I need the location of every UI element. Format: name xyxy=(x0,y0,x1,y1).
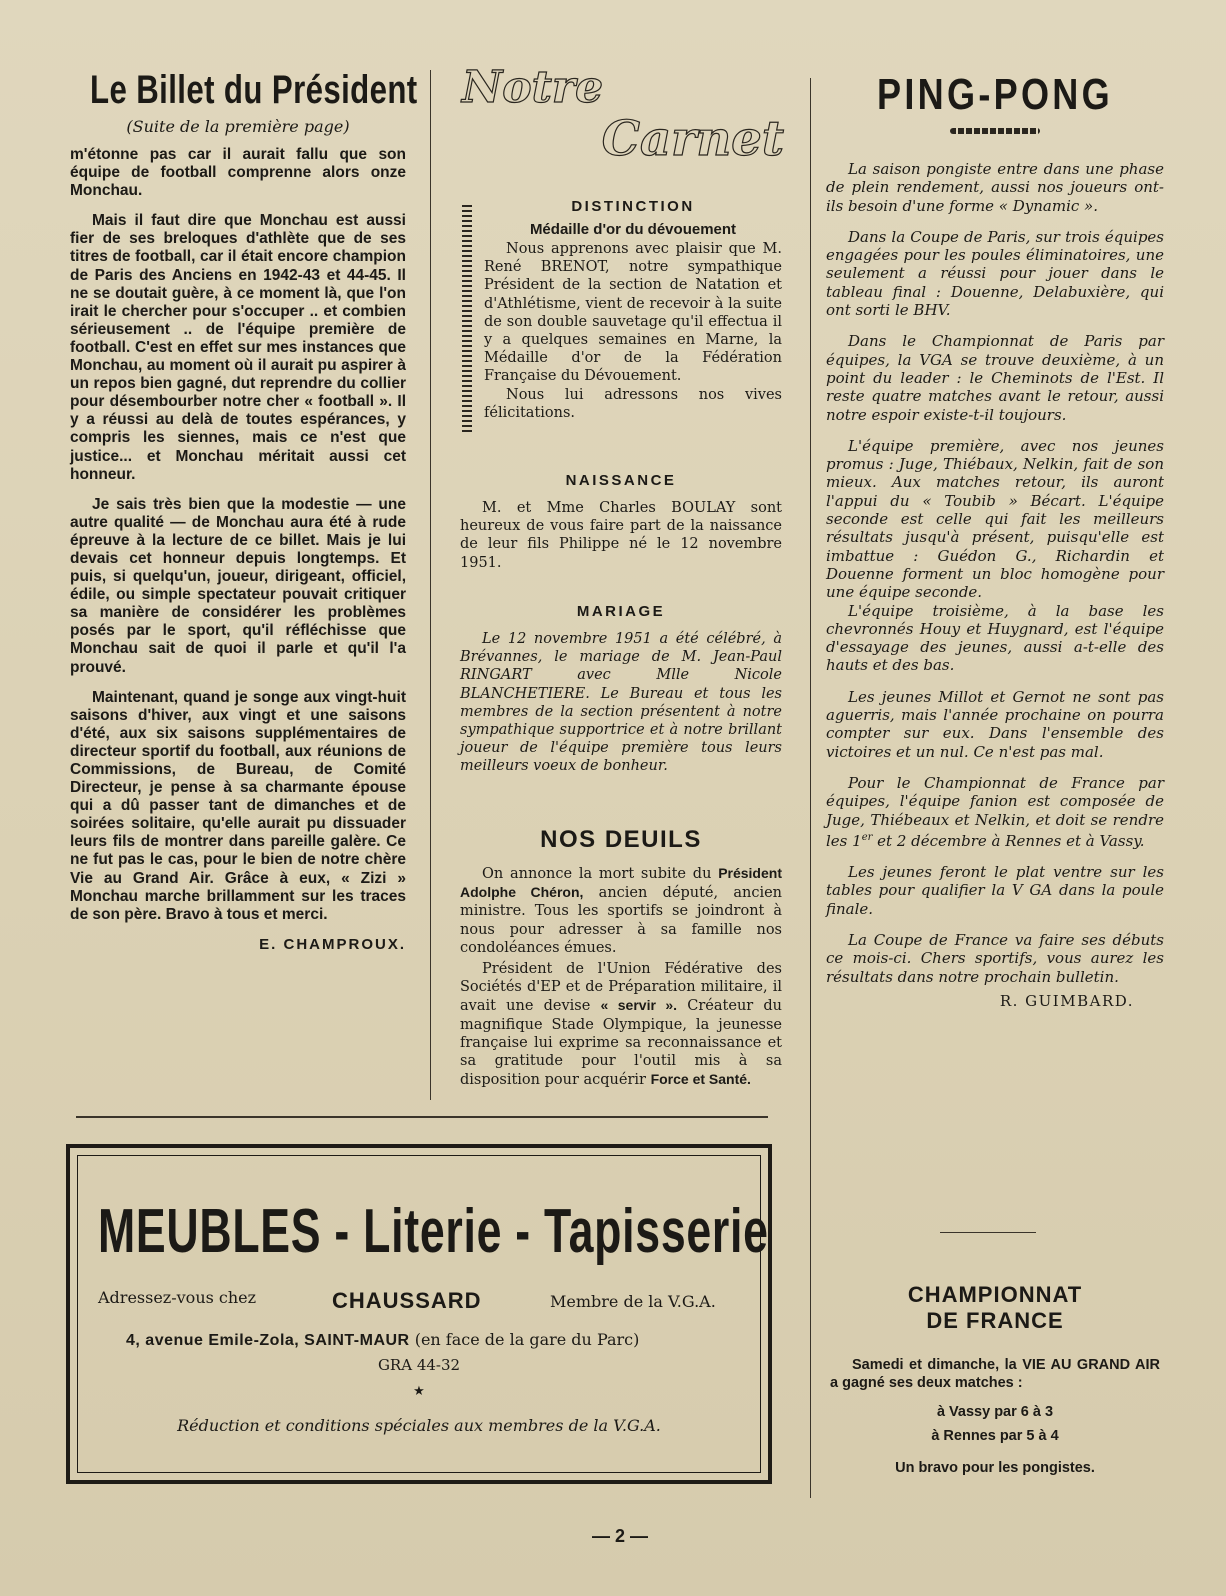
carnet-column xyxy=(452,64,784,166)
president-paragraph: Maintenant, quand je songe aux vingt-huit saisons d'hiver, aux vingt et une saisons d'été, aux six saisons supplémentaires de directeur sportif du football, aux réunions de Commissions, de Bureau, de Comité Directeur, je pense à sa charmante épouse qui a dû passer tant de dimanches et de soirées solitaire, qu'elle aurait pu dissuader leurs fils de montrer dans pareille galère. Ce ne fut pas le cas, pour le bien de notre chère Vie au Grand Air. Grâce à eux, « Zizi » Monchau marche brillamment sur les traces de son père. Bravo à tous et merci. xyxy=(70,688,406,923)
president-paragraph: Je sais très bien que la modestie — une autre qualité — de Monchau aura été à rude épreuve à la lecture de ce billet. Mais je lui devais cet honneur depuis longtemps. Et puis, si quelqu'un, joueur, dirigeant, officiel, édile, ou simple spectateur pouvait critiquer sa manière de considérer les problèmes posés par le sport, qu'il réfléchisse que Monchau sait de quoi il parle et qu'il l'a prouvé. xyxy=(70,495,406,676)
championnat-heading: CHAMPIONNAT xyxy=(907,1282,1083,1307)
pingpong-paragraph: La Coupe de France va faire ses débuts ce mois-ci. Chers sportifs, vous aurez les résultats dans notre prochain bulletin. xyxy=(826,930,1164,986)
distinction-text: Nous apprenons avec plaisir que M. René BRENOT, notre sympathique Président de la section de Natation et d'Athlétisme, vient de recevoir à la suite de son double sauvetage qu'il effectua il y a quelques semaines en Marne, la Médaille d'or de la Fédération Française du Dévouement. xyxy=(484,241,782,385)
deuils-text: Créateur du magnifique Stade Olympique, la jeunesse française lui exprime sa reconnaissance et sa gratitude pour l'outil mis à sa disposition pour acquérir xyxy=(460,998,783,1089)
deuils-motto: « servir ». xyxy=(600,997,678,1014)
deuils-heading: NOS DEUILS xyxy=(540,826,702,853)
pingpong-paragraph: L'équipe troisième, à la base les chevronnés Houy et Huygnard, est l'équipe d'essayage des jeunes, aussi a-t-elle des hauts et des bas. xyxy=(826,601,1164,675)
president-signature: E. CHAMPROUX. xyxy=(259,935,406,953)
deuils-text: ancien député, ancien ministre. Tous les sportifs se joindront à nous pour adresser à sa famille nos condoléances émues. xyxy=(460,885,782,956)
naissance-section xyxy=(460,472,782,572)
column-divider xyxy=(430,70,431,1100)
championnat-box xyxy=(830,1282,1160,1476)
pingpong-paragraph: Les jeunes Millot et Gernot ne sont pas aguerris, mais l'année prochaine on pourra compter sur eux. Dans l'ensemble des victoires et un nul. Ce n'est pas mal. xyxy=(826,687,1164,761)
deuils-section xyxy=(460,826,782,1089)
president-title: Le Billet du Président xyxy=(90,68,418,112)
pingpong-text: et 2 décembre à Rennes et à Vassy. xyxy=(872,831,1145,850)
championnat-result: à Vassy par 6 à 3 xyxy=(936,1404,1054,1421)
title-wavy-rule xyxy=(950,128,1040,134)
pingpong-paragraph xyxy=(826,774,1164,850)
distinction-section xyxy=(484,198,782,422)
president-subtitle: (Suite de la première page) xyxy=(126,117,350,136)
deuils-force: Force et Santé. xyxy=(650,1071,751,1088)
section-rule xyxy=(76,1116,768,1118)
carnet-title-line2: Carnet xyxy=(601,111,784,167)
pingpong-paragraph: La saison pongiste entre dans une phase de plein rendement, aussi nos joueurs ont-ils besoin d'une forme « Dynamic ». xyxy=(826,160,1164,215)
section-rule xyxy=(940,1232,1036,1233)
deuils-paragraph xyxy=(460,864,782,957)
mariage-section xyxy=(460,603,782,776)
pingpong-text: Pour le Championnat de France par équipes, l'équipe fanion est composée de Juge, Thiébeaux et Nelkin, et doit se rendre les 1 xyxy=(826,773,1164,850)
championnat-bravo: Un bravo pour les pongistes. xyxy=(895,1460,1095,1477)
ad-star: ★ xyxy=(413,1384,425,1399)
pingpong-paragraph: L'équipe première, avec nos jeunes promus : Juge, Thiébaux, Nelkin, fait de son mieux. Aux matches retour, ils auront l'appui du « Toubib » Bécart. L'équipe seconde est celle qui fait les meilleurs résultats jusqu'à présent, puisqu'elle est imbattue : Guédon G., Richardin et Douenne forment un bloc homogène pour une équipe seconde. xyxy=(826,436,1164,602)
distinction-text: Nous lui adressons nos vives félicitations. xyxy=(484,386,782,421)
pingpong-paragraph: Dans le Championnat de Paris par équipes, la VGA se trouve deuxième, à un point du leader : le Cheminots de l'Est. Il reste quatre matches avant le retour, aussi notre espoir existe-t-il toujours. xyxy=(826,332,1164,424)
pingpong-signature: R. GUIMBARD. xyxy=(999,991,1134,1010)
pingpong-sup: er xyxy=(861,831,873,843)
pingpong-title: PING-PONG xyxy=(876,70,1113,119)
deuils-paragraph xyxy=(460,960,782,1089)
ad-address-line xyxy=(126,1330,639,1350)
ad-location: (en face de la gare du Parc) xyxy=(414,1330,640,1349)
pingpong-paragraph: Dans la Coupe de Paris, sur trois équipes engagées pour les poules éliminatoires, une seulement a réussi pour jouer dans le tableau final : Douenne, Delabuxière, qui ont sorti le BHV. xyxy=(826,227,1164,320)
ad-headline: MEUBLES - Literie - Tapisserie xyxy=(98,1197,769,1266)
pingpong-column xyxy=(826,70,1164,1010)
championnat-heading: DE FRANCE xyxy=(926,1308,1064,1333)
naissance-heading: NAISSANCE xyxy=(565,472,677,489)
distinction-subheading: Médaille d'or du dévouement xyxy=(529,221,737,238)
mariage-text: Le 12 novembre 1951 a été célébré, à Brévannes, le mariage de M. Jean-Paul RINGART avec Mlle Nicole BLANCHETIERE. Le Bureau et tous les membres de la section présentent à notre sympathique supportrice et à notre brillant joueur de l'équipe première tous leurs meilleurs voeux de bonheur. xyxy=(460,631,782,775)
president-column xyxy=(70,68,418,953)
decorative-bar xyxy=(462,205,472,433)
deuils-text: On annonce la mort subite du xyxy=(482,866,712,882)
deuils-name: Président Adolphe Chéron, xyxy=(460,865,782,901)
ad-name: CHAUSSARD xyxy=(332,1288,482,1313)
ad-street: 4, avenue Emile-Zola, SAINT-MAUR xyxy=(126,1332,410,1349)
ad-member: Membre de la V.G.A. xyxy=(550,1292,716,1311)
page-number: — 2 — xyxy=(591,1526,648,1546)
championnat-result: à Rennes par 5 à 4 xyxy=(931,1428,1059,1445)
pingpong-paragraph: Les jeunes feront le plat ventre sur les tables pour qualifier la V GA dans la poule finale. xyxy=(826,863,1164,918)
championnat-text: Samedi et dimanche, la xyxy=(852,1357,1017,1373)
furniture-advertisement xyxy=(66,1144,772,1484)
president-paragraph: Mais il faut dire que Monchau est aussi fier de ses breloques d'athlète que de ses titres de football, car il était encore champion de Paris des Anciens en 1942-43 et 44-45. Il ne se doutait guère, à ce moment là, que l'on irait le chercher pour s'occuper .. et combien sérieusement .. de l'équipe première de football. C'est en effet sur mes instances que Monchau, au moment où il aurait pu aspirer à un repos bien gagné, dut reprendre du collier pour désembourber notre cher « football ». Il y a réussi au delà de toutes espérances, y compris les siennes, mais ce n'est que justice... et Monchau méritait aussi cet honneur. xyxy=(70,212,406,483)
mariage-heading: MARIAGE xyxy=(576,603,666,620)
column-divider xyxy=(810,78,811,1498)
carnet-title-line1: Notre xyxy=(462,62,604,113)
ad-phone: GRA 44-32 xyxy=(377,1356,461,1374)
ad-address-left: Adressez-vous chez xyxy=(98,1288,257,1307)
ad-offer: Réduction et conditions spéciales aux membres de la V.G.A. xyxy=(177,1416,661,1435)
distinction-heading: DISTINCTION xyxy=(571,198,695,215)
president-paragraph: m'étonne pas car il aurait fallu que son équipe de football comprenne alors onze Monchau. xyxy=(70,146,406,200)
championnat-text: a gagné ses deux matches : xyxy=(830,1375,1023,1392)
naissance-text: M. et Mme Charles BOULAY sont heureux de vous faire part de la naissance de leur fils Philippe né le 12 novembre 1951. xyxy=(460,500,782,571)
deuils-text: Président de l'Union Fédérative des Sociétés d'EP et de Préparation militaire, il avait une devise xyxy=(460,961,782,1015)
championnat-intro xyxy=(830,1356,1160,1392)
championnat-club: VIE AU GRAND AIR xyxy=(1022,1357,1160,1373)
